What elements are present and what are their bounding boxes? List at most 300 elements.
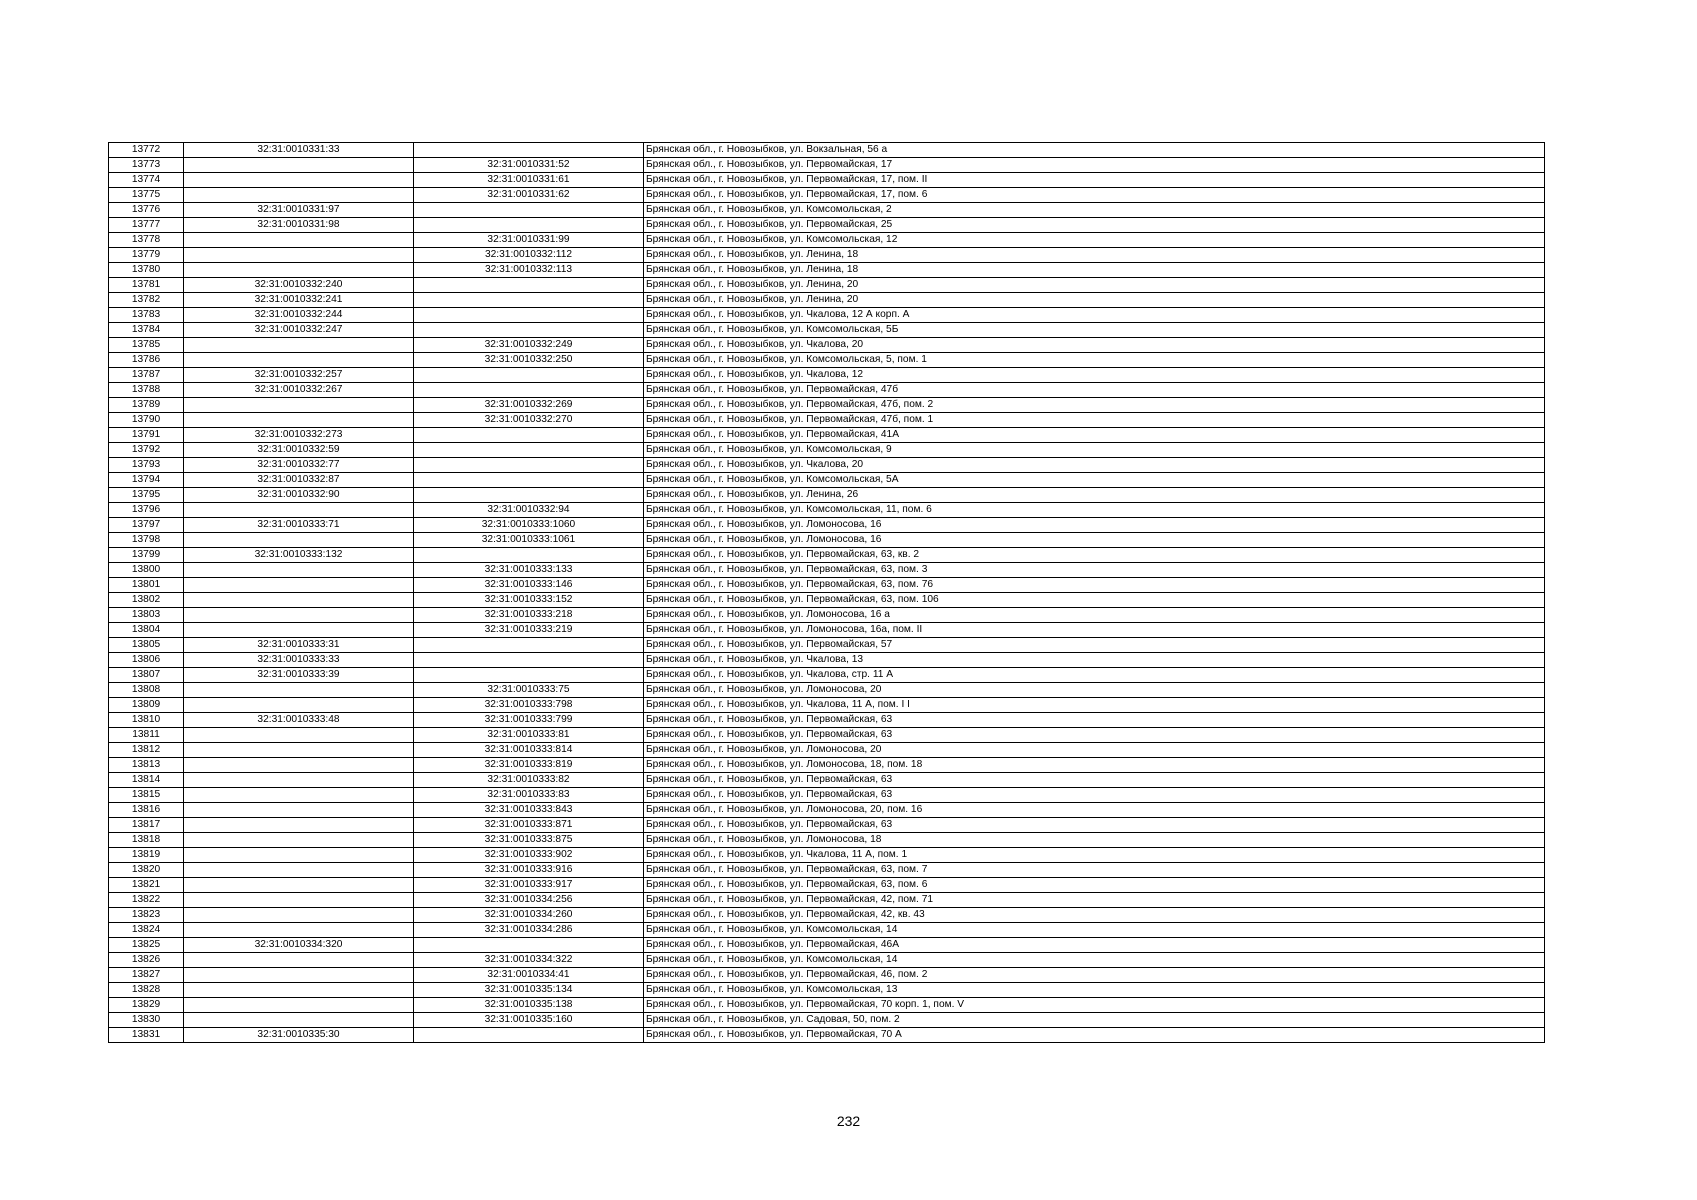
- row-number-cell: 13830: [109, 1013, 184, 1028]
- row-number-cell: 13800: [109, 563, 184, 578]
- cadastral-number-cell: [184, 818, 414, 833]
- linked-cadastral-number-cell: 32:31:0010331:62: [414, 188, 644, 203]
- row-number-cell: 13819: [109, 848, 184, 863]
- address-cell: Брянская обл., г. Новозыбков, ул. Ломоносова, 18: [644, 833, 1545, 848]
- table-row: [109, 233, 1545, 248]
- row-number-cell: 13794: [109, 473, 184, 488]
- table-row: [109, 548, 1545, 563]
- cadastral-number-cell: [184, 578, 414, 593]
- table-row: [109, 188, 1545, 203]
- address-cell: Брянская обл., г. Новозыбков, ул. Ломоносова, 20, пом. 16: [644, 803, 1545, 818]
- linked-cadastral-number-cell: [414, 1028, 644, 1043]
- address-cell: Брянская обл., г. Новозыбков, ул. Первомайская, 46А: [644, 938, 1545, 953]
- table-row: [109, 353, 1545, 368]
- address-cell: Брянская обл., г. Новозыбков, ул. Первомайская, 63, пом. 106: [644, 593, 1545, 608]
- linked-cadastral-number-cell: [414, 488, 644, 503]
- row-number-cell: 13784: [109, 323, 184, 338]
- table-row: [109, 998, 1545, 1013]
- linked-cadastral-number-cell: 32:31:0010335:160: [414, 1013, 644, 1028]
- address-cell: Брянская обл., г. Новозыбков, ул. Чкалова, 13: [644, 653, 1545, 668]
- cadastral-number-cell: [184, 983, 414, 998]
- linked-cadastral-number-cell: [414, 143, 644, 158]
- linked-cadastral-number-cell: [414, 323, 644, 338]
- table-row: [109, 368, 1545, 383]
- address-cell: Брянская обл., г. Новозыбков, ул. Первомайская, 70 А: [644, 1028, 1545, 1043]
- cadastral-number-cell: [184, 863, 414, 878]
- cadastral-number-cell: 32:31:0010332:90: [184, 488, 414, 503]
- table-row: [109, 923, 1545, 938]
- cadastral-number-cell: 32:31:0010331:98: [184, 218, 414, 233]
- row-number-cell: 13828: [109, 983, 184, 998]
- linked-cadastral-number-cell: 32:31:0010332:112: [414, 248, 644, 263]
- table-row: [109, 953, 1545, 968]
- row-number-cell: 13818: [109, 833, 184, 848]
- address-cell: Брянская обл., г. Новозыбков, ул. Первомайская, 57: [644, 638, 1545, 653]
- row-number-cell: 13803: [109, 608, 184, 623]
- table-row: [109, 338, 1545, 353]
- table-row: [109, 308, 1545, 323]
- table-row: [109, 1013, 1545, 1028]
- row-number-cell: 13805: [109, 638, 184, 653]
- linked-cadastral-number-cell: 32:31:0010333:1061: [414, 533, 644, 548]
- row-number-cell: 13825: [109, 938, 184, 953]
- cadastral-number-cell: 32:31:0010332:59: [184, 443, 414, 458]
- table-row: [109, 563, 1545, 578]
- address-cell: Брянская обл., г. Новозыбков, ул. Первомайская, 42, пом. 71: [644, 893, 1545, 908]
- cadastral-number-cell: [184, 173, 414, 188]
- cadastral-number-cell: [184, 158, 414, 173]
- row-number-cell: 13816: [109, 803, 184, 818]
- table-row: [109, 803, 1545, 818]
- cadastral-number-cell: [184, 608, 414, 623]
- address-cell: Брянская обл., г. Новозыбков, ул. Чкалова, 11 А, пом. I I: [644, 698, 1545, 713]
- address-cell: Брянская обл., г. Новозыбков, ул. Вокзальная, 56 а: [644, 143, 1545, 158]
- table-row: [109, 473, 1545, 488]
- table-row: [109, 218, 1545, 233]
- row-number-cell: 13778: [109, 233, 184, 248]
- table-row: [109, 578, 1545, 593]
- row-number-cell: 13814: [109, 773, 184, 788]
- cadastral-number-cell: 32:31:0010332:240: [184, 278, 414, 293]
- row-number-cell: 13813: [109, 758, 184, 773]
- cadastral-number-cell: 32:31:0010332:87: [184, 473, 414, 488]
- table-row: [109, 758, 1545, 773]
- linked-cadastral-number-cell: 32:31:0010332:94: [414, 503, 644, 518]
- address-cell: Брянская обл., г. Новозыбков, ул. Первомайская, 47б, пом. 2: [644, 398, 1545, 413]
- table-row: [109, 503, 1545, 518]
- address-cell: Брянская обл., г. Новозыбков, ул. Чкалова, 12: [644, 368, 1545, 383]
- cadastral-number-cell: 32:31:0010332:241: [184, 293, 414, 308]
- registry-table-body: [109, 143, 1545, 1043]
- address-cell: Брянская обл., г. Новозыбков, ул. Комсомольская, 9: [644, 443, 1545, 458]
- cadastral-number-cell: [184, 1013, 414, 1028]
- table-row: [109, 683, 1545, 698]
- table-row: [109, 818, 1545, 833]
- cadastral-number-cell: [184, 998, 414, 1013]
- table-row: [109, 938, 1545, 953]
- address-cell: Брянская обл., г. Новозыбков, ул. Комсомольская, 2: [644, 203, 1545, 218]
- table-row: [109, 593, 1545, 608]
- table-row: [109, 323, 1545, 338]
- cadastral-number-cell: [184, 233, 414, 248]
- row-number-cell: 13787: [109, 368, 184, 383]
- linked-cadastral-number-cell: 32:31:0010332:249: [414, 338, 644, 353]
- table-row: [109, 443, 1545, 458]
- table-row: [109, 698, 1545, 713]
- linked-cadastral-number-cell: 32:31:0010333:819: [414, 758, 644, 773]
- address-cell: Брянская обл., г. Новозыбков, ул. Комсомольская, 11, пом. 6: [644, 503, 1545, 518]
- address-cell: Брянская обл., г. Новозыбков, ул. Ломоносова, 20: [644, 683, 1545, 698]
- cadastral-number-cell: 32:31:0010333:71: [184, 518, 414, 533]
- table-row: [109, 278, 1545, 293]
- address-cell: Брянская обл., г. Новозыбков, ул. Первомайская, 25: [644, 218, 1545, 233]
- row-number-cell: 13776: [109, 203, 184, 218]
- cadastral-number-cell: 32:31:0010331:97: [184, 203, 414, 218]
- table-row: [109, 158, 1545, 173]
- cadastral-number-cell: 32:31:0010331:33: [184, 143, 414, 158]
- linked-cadastral-number-cell: 32:31:0010332:113: [414, 263, 644, 278]
- cadastral-number-cell: 32:31:0010333:39: [184, 668, 414, 683]
- linked-cadastral-number-cell: [414, 203, 644, 218]
- linked-cadastral-number-cell: 32:31:0010333:902: [414, 848, 644, 863]
- address-cell: Брянская обл., г. Новозыбков, ул. Первомайская, 63, кв. 2: [644, 548, 1545, 563]
- row-number-cell: 13780: [109, 263, 184, 278]
- linked-cadastral-number-cell: [414, 278, 644, 293]
- address-cell: Брянская обл., г. Новозыбков, ул. Ленина, 26: [644, 488, 1545, 503]
- cadastral-number-cell: [184, 728, 414, 743]
- linked-cadastral-number-cell: 32:31:0010334:260: [414, 908, 644, 923]
- cadastral-number-cell: 32:31:0010332:267: [184, 383, 414, 398]
- table-row: [109, 488, 1545, 503]
- linked-cadastral-number-cell: 32:31:0010332:270: [414, 413, 644, 428]
- row-number-cell: 13792: [109, 443, 184, 458]
- cadastral-number-cell: [184, 743, 414, 758]
- cadastral-number-cell: [184, 263, 414, 278]
- cadastral-number-cell: [184, 893, 414, 908]
- address-cell: Брянская обл., г. Новозыбков, ул. Комсомольская, 5, пом. 1: [644, 353, 1545, 368]
- cadastral-number-cell: [184, 833, 414, 848]
- address-cell: Брянская обл., г. Новозыбков, ул. Комсомольская, 5А: [644, 473, 1545, 488]
- row-number-cell: 13795: [109, 488, 184, 503]
- address-cell: Брянская обл., г. Новозыбков, ул. Первомайская, 63, пом. 76: [644, 578, 1545, 593]
- address-cell: Брянская обл., г. Новозыбков, ул. Первомайская, 63, пом. 6: [644, 878, 1545, 893]
- linked-cadastral-number-cell: 32:31:0010331:99: [414, 233, 644, 248]
- table-row: [109, 143, 1545, 158]
- table-row: [109, 788, 1545, 803]
- cadastral-number-cell: 32:31:0010335:30: [184, 1028, 414, 1043]
- address-cell: Брянская обл., г. Новозыбков, ул. Чкалова, 20: [644, 338, 1545, 353]
- linked-cadastral-number-cell: 32:31:0010331:61: [414, 173, 644, 188]
- row-number-cell: 13824: [109, 923, 184, 938]
- address-cell: Брянская обл., г. Новозыбков, ул. Чкалова, 12 А корп. А: [644, 308, 1545, 323]
- row-number-cell: 13781: [109, 278, 184, 293]
- table-row: [109, 173, 1545, 188]
- address-cell: Брянская обл., г. Новозыбков, ул. Комсомольская, 5Б: [644, 323, 1545, 338]
- address-cell: Брянская обл., г. Новозыбков, ул. Первомайская, 63, пом. 7: [644, 863, 1545, 878]
- table-row: [109, 263, 1545, 278]
- row-number-cell: 13793: [109, 458, 184, 473]
- table-row: [109, 908, 1545, 923]
- cadastral-number-cell: [184, 248, 414, 263]
- table-row: [109, 398, 1545, 413]
- address-cell: Брянская обл., г. Новозыбков, ул. Первомайская, 63: [644, 818, 1545, 833]
- address-cell: Брянская обл., г. Новозыбков, ул. Комсомольская, 14: [644, 953, 1545, 968]
- cadastral-number-cell: [184, 338, 414, 353]
- table-row: [109, 653, 1545, 668]
- address-cell: Брянская обл., г. Новозыбков, ул. Ломоносова, 16 а: [644, 608, 1545, 623]
- table-row: [109, 248, 1545, 263]
- linked-cadastral-number-cell: 32:31:0010333:843: [414, 803, 644, 818]
- cadastral-number-cell: 32:31:0010333:132: [184, 548, 414, 563]
- linked-cadastral-number-cell: 32:31:0010333:916: [414, 863, 644, 878]
- linked-cadastral-number-cell: 32:31:0010333:814: [414, 743, 644, 758]
- cadastral-number-cell: [184, 353, 414, 368]
- cadastral-number-cell: [184, 908, 414, 923]
- address-cell: Брянская обл., г. Новозыбков, ул. Комсомольская, 12: [644, 233, 1545, 248]
- linked-cadastral-number-cell: 32:31:0010332:250: [414, 353, 644, 368]
- linked-cadastral-number-cell: 32:31:0010333:218: [414, 608, 644, 623]
- address-cell: Брянская обл., г. Новозыбков, ул. Первомайская, 70 корп. 1, пом. V: [644, 998, 1545, 1013]
- linked-cadastral-number-cell: 32:31:0010334:322: [414, 953, 644, 968]
- cadastral-number-cell: 32:31:0010332:273: [184, 428, 414, 443]
- row-number-cell: 13817: [109, 818, 184, 833]
- cadastral-number-cell: [184, 878, 414, 893]
- linked-cadastral-number-cell: 32:31:0010333:81: [414, 728, 644, 743]
- page-number: 232: [836, 1113, 861, 1129]
- address-cell: Брянская обл., г. Новозыбков, ул. Первомайская, 17: [644, 158, 1545, 173]
- linked-cadastral-number-cell: [414, 548, 644, 563]
- row-number-cell: 13827: [109, 968, 184, 983]
- address-cell: Брянская обл., г. Новозыбков, ул. Первомайская, 63: [644, 728, 1545, 743]
- cadastral-number-cell: 32:31:0010332:257: [184, 368, 414, 383]
- linked-cadastral-number-cell: 32:31:0010333:798: [414, 698, 644, 713]
- linked-cadastral-number-cell: 32:31:0010333:83: [414, 788, 644, 803]
- row-number-cell: 13774: [109, 173, 184, 188]
- row-number-cell: 13823: [109, 908, 184, 923]
- row-number-cell: 13826: [109, 953, 184, 968]
- address-cell: Брянская обл., г. Новозыбков, ул. Ленина, 18: [644, 248, 1545, 263]
- row-number-cell: 13802: [109, 593, 184, 608]
- table-row: [109, 293, 1545, 308]
- linked-cadastral-number-cell: 32:31:0010331:52: [414, 158, 644, 173]
- table-row: [109, 623, 1545, 638]
- row-number-cell: 13775: [109, 188, 184, 203]
- linked-cadastral-number-cell: 32:31:0010333:82: [414, 773, 644, 788]
- address-cell: Брянская обл., г. Новозыбков, ул. Чкалова, стр. 11 А: [644, 668, 1545, 683]
- row-number-cell: 13783: [109, 308, 184, 323]
- address-cell: Брянская обл., г. Новозыбков, ул. Ломоносова, 20: [644, 743, 1545, 758]
- cadastral-number-cell: 32:31:0010332:247: [184, 323, 414, 338]
- row-number-cell: 13799: [109, 548, 184, 563]
- row-number-cell: 13812: [109, 743, 184, 758]
- row-number-cell: 13791: [109, 428, 184, 443]
- linked-cadastral-number-cell: 32:31:0010333:1060: [414, 518, 644, 533]
- address-cell: Брянская обл., г. Новозыбков, ул. Ломоносова, 16а, пом. II: [644, 623, 1545, 638]
- linked-cadastral-number-cell: 32:31:0010333:152: [414, 593, 644, 608]
- address-cell: Брянская обл., г. Новозыбков, ул. Комсомольская, 13: [644, 983, 1545, 998]
- address-cell: Брянская обл., г. Новозыбков, ул. Первомайская, 41А: [644, 428, 1545, 443]
- row-number-cell: 13807: [109, 668, 184, 683]
- linked-cadastral-number-cell: 32:31:0010333:146: [414, 578, 644, 593]
- table-row: [109, 608, 1545, 623]
- row-number-cell: 13772: [109, 143, 184, 158]
- row-number-cell: 13808: [109, 683, 184, 698]
- cadastral-number-cell: [184, 563, 414, 578]
- linked-cadastral-number-cell: [414, 308, 644, 323]
- address-cell: Брянская обл., г. Новозыбков, ул. Комсомольская, 14: [644, 923, 1545, 938]
- address-cell: Брянская обл., г. Новозыбков, ул. Ленина, 20: [644, 278, 1545, 293]
- table-row: [109, 533, 1545, 548]
- row-number-cell: 13785: [109, 338, 184, 353]
- row-number-cell: 13815: [109, 788, 184, 803]
- linked-cadastral-number-cell: [414, 428, 644, 443]
- linked-cadastral-number-cell: [414, 443, 644, 458]
- row-number-cell: 13804: [109, 623, 184, 638]
- table-row: [109, 413, 1545, 428]
- linked-cadastral-number-cell: [414, 668, 644, 683]
- row-number-cell: 13820: [109, 863, 184, 878]
- table-row: [109, 863, 1545, 878]
- cadastral-number-cell: [184, 398, 414, 413]
- address-cell: Брянская обл., г. Новозыбков, ул. Первомайская, 42, кв. 43: [644, 908, 1545, 923]
- row-number-cell: 13822: [109, 893, 184, 908]
- linked-cadastral-number-cell: [414, 638, 644, 653]
- linked-cadastral-number-cell: 32:31:0010332:269: [414, 398, 644, 413]
- cadastral-number-cell: 32:31:0010334:320: [184, 938, 414, 953]
- address-cell: Брянская обл., г. Новозыбков, ул. Первомайская, 17, пом. 6: [644, 188, 1545, 203]
- address-cell: Брянская обл., г. Новозыбков, ул. Первомайская, 46, пом. 2: [644, 968, 1545, 983]
- table-row: [109, 743, 1545, 758]
- table-row: [109, 638, 1545, 653]
- row-number-cell: 13797: [109, 518, 184, 533]
- row-number-cell: 13801: [109, 578, 184, 593]
- cadastral-number-cell: [184, 773, 414, 788]
- row-number-cell: 13821: [109, 878, 184, 893]
- address-cell: Брянская обл., г. Новозыбков, ул. Первомайская, 47б, пом. 1: [644, 413, 1545, 428]
- cadastral-number-cell: [184, 953, 414, 968]
- linked-cadastral-number-cell: 32:31:0010333:917: [414, 878, 644, 893]
- table-row: [109, 428, 1545, 443]
- table-row: [109, 713, 1545, 728]
- address-cell: Брянская обл., г. Новозыбков, ул. Садовая, 50, пом. 2: [644, 1013, 1545, 1028]
- linked-cadastral-number-cell: [414, 473, 644, 488]
- address-cell: Брянская обл., г. Новозыбков, ул. Первомайская, 47б: [644, 383, 1545, 398]
- linked-cadastral-number-cell: 32:31:0010335:138: [414, 998, 644, 1013]
- row-number-cell: 13831: [109, 1028, 184, 1043]
- table-row: [109, 668, 1545, 683]
- row-number-cell: 13796: [109, 503, 184, 518]
- linked-cadastral-number-cell: [414, 938, 644, 953]
- linked-cadastral-number-cell: 32:31:0010334:41: [414, 968, 644, 983]
- table-row: [109, 518, 1545, 533]
- cadastral-number-cell: [184, 683, 414, 698]
- cadastral-number-cell: 32:31:0010333:33: [184, 653, 414, 668]
- row-number-cell: 13806: [109, 653, 184, 668]
- cadastral-number-cell: [184, 758, 414, 773]
- table-row: [109, 383, 1545, 398]
- table-row: [109, 1028, 1545, 1043]
- linked-cadastral-number-cell: 32:31:0010333:75: [414, 683, 644, 698]
- linked-cadastral-number-cell: 32:31:0010333:799: [414, 713, 644, 728]
- row-number-cell: 13809: [109, 698, 184, 713]
- cadastral-number-cell: [184, 803, 414, 818]
- address-cell: Брянская обл., г. Новозыбков, ул. Первомайская, 63: [644, 773, 1545, 788]
- cadastral-number-cell: [184, 623, 414, 638]
- row-number-cell: 13789: [109, 398, 184, 413]
- cadastral-number-cell: [184, 788, 414, 803]
- linked-cadastral-number-cell: 32:31:0010333:219: [414, 623, 644, 638]
- row-number-cell: 13790: [109, 413, 184, 428]
- address-cell: Брянская обл., г. Новозыбков, ул. Ломоносова, 16: [644, 533, 1545, 548]
- cadastral-number-cell: [184, 503, 414, 518]
- address-cell: Брянская обл., г. Новозыбков, ул. Ленина, 18: [644, 263, 1545, 278]
- table-row: [109, 878, 1545, 893]
- row-number-cell: 13810: [109, 713, 184, 728]
- row-number-cell: 13786: [109, 353, 184, 368]
- address-cell: Брянская обл., г. Новозыбков, ул. Первомайская, 63: [644, 713, 1545, 728]
- row-number-cell: 13811: [109, 728, 184, 743]
- address-cell: Брянская обл., г. Новозыбков, ул. Первомайская, 17, пом. II: [644, 173, 1545, 188]
- row-number-cell: 13777: [109, 218, 184, 233]
- cadastral-number-cell: 32:31:0010333:48: [184, 713, 414, 728]
- row-number-cell: 13773: [109, 158, 184, 173]
- cadastral-number-cell: 32:31:0010333:31: [184, 638, 414, 653]
- linked-cadastral-number-cell: 32:31:0010333:871: [414, 818, 644, 833]
- linked-cadastral-number-cell: [414, 653, 644, 668]
- table-row: [109, 968, 1545, 983]
- cadastral-number-cell: [184, 188, 414, 203]
- row-number-cell: 13779: [109, 248, 184, 263]
- address-cell: Брянская обл., г. Новозыбков, ул. Чкалова, 20: [644, 458, 1545, 473]
- linked-cadastral-number-cell: [414, 383, 644, 398]
- cadastral-number-cell: [184, 533, 414, 548]
- address-cell: Брянская обл., г. Новозыбков, ул. Чкалова, 11 А, пом. 1: [644, 848, 1545, 863]
- address-cell: Брянская обл., г. Новозыбков, ул. Ломоносова, 18, пом. 18: [644, 758, 1545, 773]
- address-cell: Брянская обл., г. Новозыбков, ул. Ленина, 20: [644, 293, 1545, 308]
- row-number-cell: 13788: [109, 383, 184, 398]
- linked-cadastral-number-cell: [414, 218, 644, 233]
- cadastral-number-cell: [184, 848, 414, 863]
- table-row: [109, 893, 1545, 908]
- table-row: [109, 203, 1545, 218]
- linked-cadastral-number-cell: 32:31:0010334:286: [414, 923, 644, 938]
- linked-cadastral-number-cell: [414, 293, 644, 308]
- cadastral-number-cell: 32:31:0010332:244: [184, 308, 414, 323]
- row-number-cell: 13782: [109, 293, 184, 308]
- linked-cadastral-number-cell: [414, 368, 644, 383]
- address-cell: Брянская обл., г. Новозыбков, ул. Первомайская, 63: [644, 788, 1545, 803]
- table-row: [109, 983, 1545, 998]
- cadastral-number-cell: [184, 593, 414, 608]
- address-cell: Брянская обл., г. Новозыбков, ул. Ломоносова, 16: [644, 518, 1545, 533]
- cadastral-number-cell: 32:31:0010332:77: [184, 458, 414, 473]
- linked-cadastral-number-cell: 32:31:0010333:133: [414, 563, 644, 578]
- registry-table: [108, 142, 1545, 1043]
- linked-cadastral-number-cell: 32:31:0010335:134: [414, 983, 644, 998]
- cadastral-number-cell: [184, 923, 414, 938]
- table-row: [109, 773, 1545, 788]
- cadastral-number-cell: [184, 413, 414, 428]
- table-row: [109, 728, 1545, 743]
- cadastral-number-cell: [184, 968, 414, 983]
- address-cell: Брянская обл., г. Новозыбков, ул. Первомайская, 63, пом. 3: [644, 563, 1545, 578]
- table-row: [109, 848, 1545, 863]
- table-row: [109, 833, 1545, 848]
- cadastral-number-cell: [184, 698, 414, 713]
- linked-cadastral-number-cell: 32:31:0010334:256: [414, 893, 644, 908]
- row-number-cell: 13798: [109, 533, 184, 548]
- linked-cadastral-number-cell: [414, 458, 644, 473]
